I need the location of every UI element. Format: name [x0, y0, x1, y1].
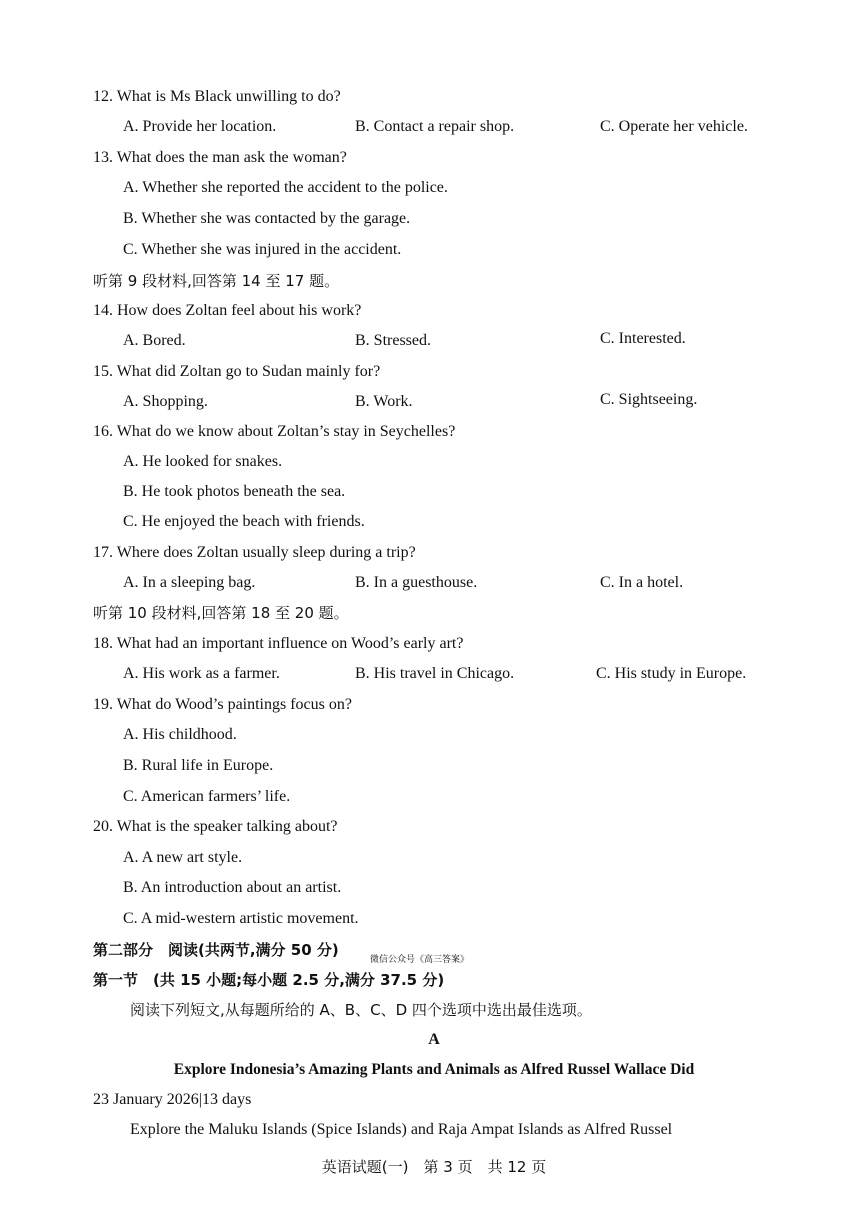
option-15a: A. Shopping.: [123, 393, 208, 410]
option-13a: A. Whether she reported the accident to the police.: [123, 179, 448, 196]
option-19c: C. American farmers’ life.: [123, 788, 291, 805]
option-17b: B. In a guesthouse.: [355, 574, 478, 591]
section-1-heading: 第一节 (共 15 小题;每小题 2.5 分,满分 37.5 分): [93, 971, 445, 989]
question-14: 14. How does Zoltan feel about his work?: [93, 302, 362, 319]
question-13: 13. What does the man ask the woman?: [93, 149, 347, 166]
option-12c: C. Operate her vehicle.: [600, 118, 748, 135]
question-12: 12. What is Ms Black unwilling to do?: [93, 88, 341, 105]
page-footer: 英语试题(一) 第 3 页 共 12 页: [321, 1158, 547, 1176]
option-19b: B. Rural life in Europe.: [123, 757, 274, 774]
passage-body-line: Explore the Maluku Islands (Spice Islands) and Raja Ampat Islands as Alfred Russel: [130, 1121, 673, 1138]
question-16: 16. What do we know about Zoltan’s stay in Seychelles?: [93, 423, 456, 440]
instruction-section-10: 听第 10 段材料,回答第 18 至 20 题。: [93, 604, 349, 622]
option-13b: B. Whether she was contacted by the garage.: [123, 210, 411, 227]
part-2-heading: 第二部分 阅读(共两节,满分 50 分): [93, 941, 339, 959]
option-15c: C. Sightseeing.: [600, 391, 698, 408]
option-14a: A. Bored.: [123, 332, 186, 349]
passage-title: Explore Indonesia’s Amazing Plants and Animals as Alfred Russel Wallace Did: [173, 1061, 695, 1078]
instruction-section-9: 听第 9 段材料,回答第 14 至 17 题。: [93, 272, 340, 290]
option-20c: C. A mid-western artistic movement.: [123, 910, 359, 927]
option-16c: C. He enjoyed the beach with friends.: [123, 513, 365, 530]
option-14b: B. Stressed.: [355, 332, 431, 349]
option-15b: B. Work.: [355, 393, 413, 410]
option-14c: C. Interested.: [600, 330, 686, 347]
reading-directions: 阅读下列短文,从每题所给的 A、B、C、D 四个选项中选出最佳选项。: [130, 1001, 592, 1019]
watermark-text: 微信公众号《高三答案》: [370, 955, 470, 965]
option-18b: B. His travel in Chicago.: [355, 665, 515, 682]
question-19: 19. What do Wood’s paintings focus on?: [93, 696, 352, 713]
option-20a: A. A new art style.: [123, 849, 243, 866]
option-13c: C. Whether she was injured in the accident.: [123, 241, 402, 258]
question-18: 18. What had an important influence on Wood’s early art?: [93, 635, 464, 652]
question-15: 15. What did Zoltan go to Sudan mainly for?: [93, 363, 381, 380]
option-12a: A. Provide her location.: [123, 118, 277, 135]
option-20b: B. An introduction about an artist.: [123, 879, 342, 896]
option-16b: B. He took photos beneath the sea.: [123, 483, 346, 500]
option-19a: A. His childhood.: [123, 726, 237, 743]
option-12b: B. Contact a repair shop.: [355, 118, 515, 135]
option-18c: C. His study in Europe.: [596, 665, 747, 682]
question-17: 17. Where does Zoltan usually sleep during a trip?: [93, 544, 416, 561]
option-17a: A. In a sleeping bag.: [123, 574, 256, 591]
option-17c: C. In a hotel.: [600, 574, 684, 591]
option-18a: A. His work as a farmer.: [123, 665, 280, 682]
passage-date-line: 23 January 2026|13 days: [93, 1091, 252, 1108]
passage-letter: A: [428, 1031, 440, 1048]
option-16a: A. He looked for snakes.: [123, 453, 283, 470]
question-20: 20. What is the speaker talking about?: [93, 818, 338, 835]
